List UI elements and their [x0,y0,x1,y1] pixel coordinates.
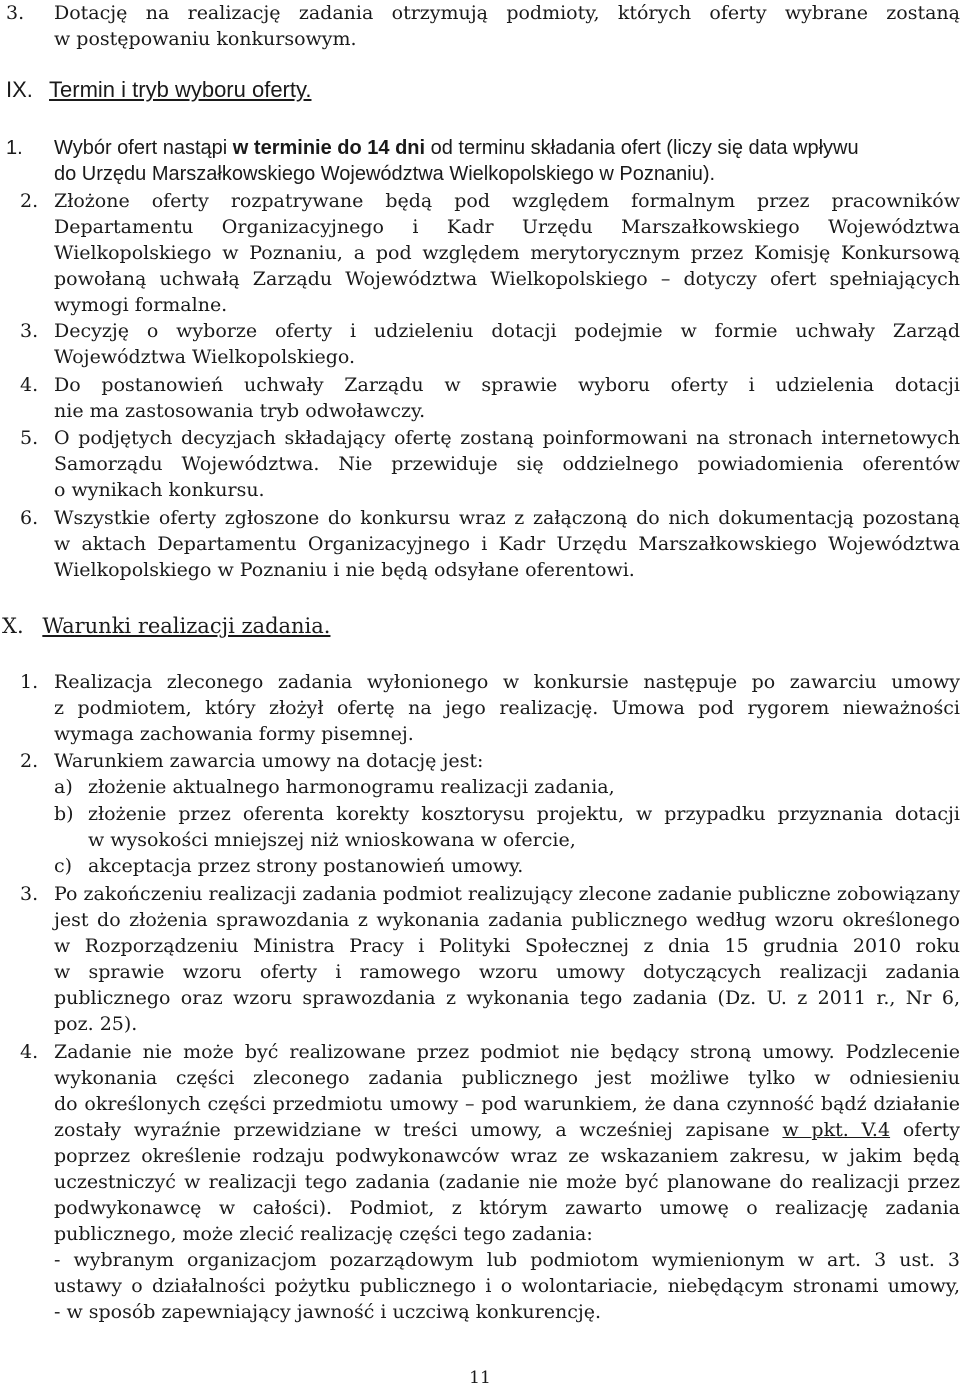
paragraph-line: o wynikach konkursu. [54,479,265,501]
reference-link: w pkt. V.4 [782,1119,891,1141]
text-run: od terminu składania ofert (liczy się data wpływu [430,137,859,159]
paragraph-line: Dotację na realizację zadania otrzymują podmioty, których oferty wybrane zostaną [54,2,960,24]
sub-item-label: a) [54,776,73,798]
sub-item-label: b) [54,803,74,825]
paragraph-line: Decyzję o wyborze oferty i udzieleniu dotacji podejmie w formie uchwały Zarząd [54,320,960,342]
paragraph-line: Zadanie nie może być realizowane przez podmiot nie będący stroną umowy. Podzlecenie [54,1041,960,1063]
item-number: 3. [6,2,25,24]
text-run-bold: w terminie do 14 dni [232,137,426,159]
paragraph-line: powołaną uchwałą Zarządu Województwa Wielkopolskiego – dotyczy ofert spełniających [54,268,960,290]
item-number: 3. [20,883,39,905]
paragraph-line [54,1117,960,1143]
paragraph-line: Samorządu Województwa. Nie przewiduje się oddzielnego powiadomienia oferentów [54,453,960,475]
paragraph-line: złożenie przez oferenta korekty kosztorysu projektu, w przypadku przyznania dotacji [88,803,960,825]
item-number: 6. [20,507,39,529]
item-number: 2. [20,750,39,772]
item-number: 4. [20,1041,39,1063]
paragraph-line: w aktach Departamentu Organizacyjnego i Kadr Urzędu Marszałkowskiego Województwa [54,533,960,555]
paragraph-line: wymaga zachowania formy pisemnej. [54,723,414,745]
paragraph-line: Warunkiem zawarcia umowy na dotację jest: [54,750,484,772]
paragraph-line: złożenie aktualnego harmonogramu realizacji zadania, [88,776,615,798]
item-number: 1. [20,671,39,693]
paragraph-line: wykonania części zleconego zadania publicznego jest możliwe tylko w odniesieniu [54,1067,960,1089]
paragraph-line: Departamentu Organizacyjnego i Kadr Urzędu Marszałkowskiego Województwa [54,216,960,238]
paragraph-line: akceptacja przez strony postanowień umowy. [88,855,524,877]
paragraph-line: poprzez określenie rodzaju podwykonawców wraz ze wskazaniem zakresu, w jakim będą [54,1145,960,1167]
text-run: Wybór ofert nastąpi [54,137,228,159]
paragraph-line: Po zakończeniu realizacji zadania podmiot realizujący zlecone zadanie publiczne zobowiązany [54,883,960,905]
paragraph-line: nie ma zastosowania tryb odwoławczy. [54,400,426,422]
section-roman: IX. [6,77,33,102]
paragraph-line: ustawy o działalności pożytku publicznego i o wolontariacie, niebędącym stronami umowy, [54,1275,960,1297]
sub-item-label: c) [54,855,73,877]
paragraph-line: wymogi formalne. [54,294,228,316]
paragraph-line: Do postanowień uchwały Zarządu w sprawie wyboru oferty i udzielenia dotacji [54,374,960,396]
paragraph-line: poz. 25). [54,1013,138,1035]
section-title: Termin i tryb wyboru oferty. [49,77,312,102]
paragraph-line: w Rozporządzeniu Ministra Pracy i Polityki Społecznej z dnia 15 grudnia 2010 roku [54,935,960,957]
text-run: zostały wyraźnie przewidziane w treści umowy, a wcześniej zapisane [54,1119,770,1141]
item-number: 5. [20,427,39,449]
dash-list-item: - w sposób zapewniający jawność i uczciwą konkurencję. [54,1301,602,1323]
paragraph-line: w postępowaniu konkursowym. [54,28,357,50]
dash-list-item: - wybranym organizacjom pozarządowym lub podmiotom wymienionym w art. 3 ust. 3 [54,1249,960,1271]
item-number: 3. [20,320,39,342]
paragraph-line: do Urzędu Marszałkowskiego Województwa Wielkopolskiego w Poznaniu). [54,163,716,185]
section-ix-heading [6,76,311,104]
paragraph-line: O podjętych decyzjach składający ofertę zostaną poinformowani na stronach internetowych [54,427,960,449]
paragraph-line: Realizacja zleconego zadania wyłonionego w konkursie następuje po zawarciu umowy [54,671,960,693]
paragraph-line: w wysokości mniejszej niż wnioskowana w ofercie, [88,829,576,851]
section-x-heading [2,612,330,640]
paragraph-line: Złożone oferty rozpatrywane będą pod względem formalnym przez pracowników [54,190,960,212]
section-title: Warunki realizacji zadania. [42,614,331,638]
paragraph-line: z podmiotem, który złożył ofertę na jego realizację. Umowa pod rygorem nieważności [54,697,960,719]
paragraph-line: publicznego oraz wzoru sprawozdania z wykonania tego zadania (Dz. U. z 2011 r., Nr 6, [54,987,960,1009]
paragraph-line [54,135,960,161]
paragraph-line: w sprawie wzoru oferty i ramowego wzoru umowy dotyczących realizacji zadania [54,961,960,983]
section-roman: X. [2,614,24,638]
item-number: 4. [20,374,39,396]
paragraph-line: publicznego, może zlecić realizację części tego zadania: [54,1223,593,1245]
paragraph-line: Wszystkie oferty zgłoszone do konkursu wraz z załączoną do nich dokumentacją pozostaną [54,507,960,529]
paragraph-line: do określonych części przedmiotu umowy – pod warunkiem, że dana czynność bądź działanie [54,1093,960,1115]
item-number: 1. [6,137,23,159]
paragraph-line: jest do złożenia sprawozdania z wykonania zadania publicznego według wzoru określonego [54,909,960,931]
paragraph-line: Wielkopolskiego w Poznaniu i nie będą odsyłane oferentowi. [54,559,635,581]
text-run: oferty [902,1119,960,1141]
paragraph-line: podwykonawcę w całości). Podmiot, z którym zawarto umowę o realizację zadania [54,1197,960,1219]
paragraph-line: Województwa Wielkopolskiego. [54,346,356,368]
paragraph-line: uczestniczyć w realizacji tego zadania (zadanie nie może być planowane do realizacji przez [54,1171,960,1193]
item-number: 2. [20,190,39,212]
page-number: 11 [469,1368,491,1388]
paragraph-line: Wielkopolskiego w Poznaniu, a pod względem merytorycznym przez Komisję Konkursową [54,242,960,264]
